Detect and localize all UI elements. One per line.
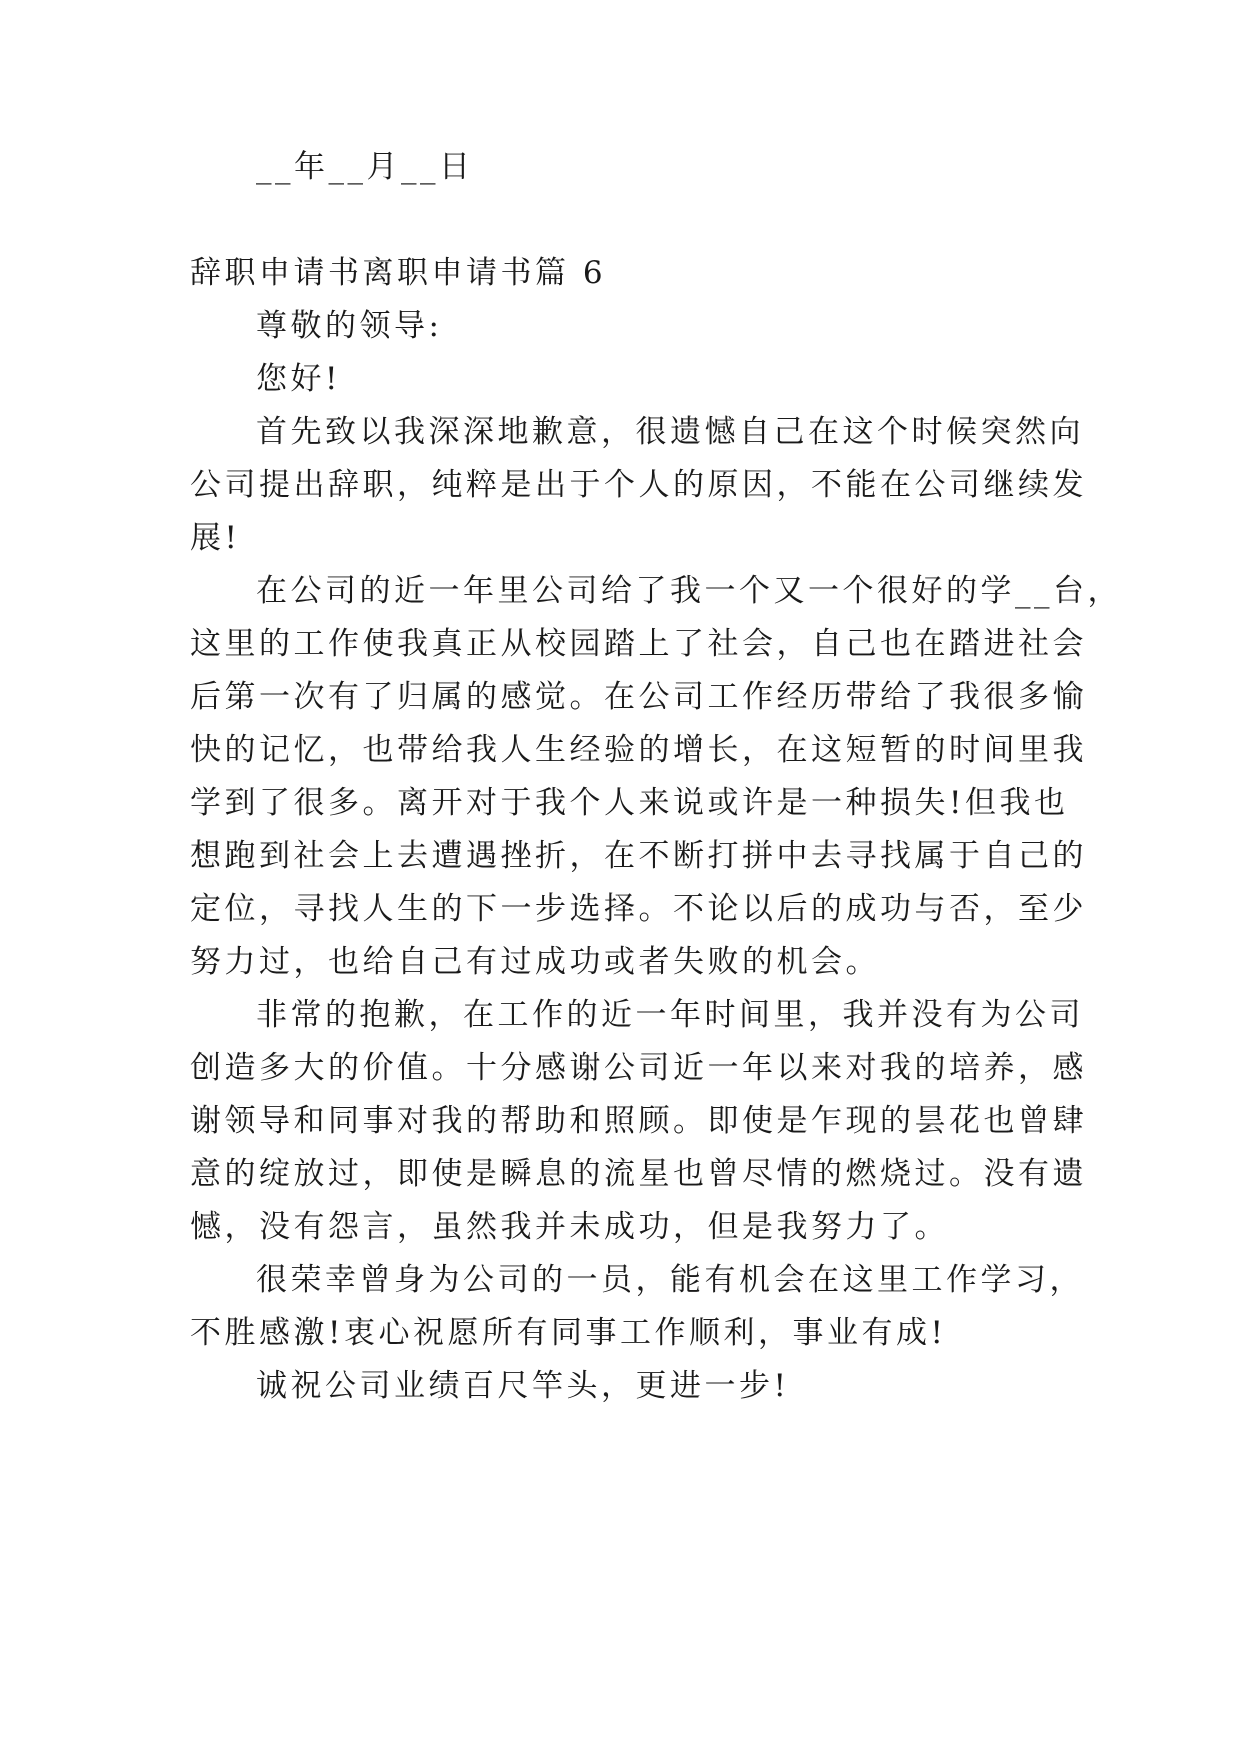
paragraph-line: 憾，没有怨言，虽然我并未成功，但是我努力了。 [190, 1209, 949, 1245]
paragraph-line: 在公司的近一年里公司给了我一个又一个很好的学__台， [256, 573, 1122, 609]
paragraph-line: 首先致以我深深地歉意，很遗憾自己在这个时候突然向 [256, 414, 1084, 450]
paragraph-line: 学到了很多。离开对于我个人来说或许是一种损失!但我也 [190, 785, 1069, 821]
greeting: 您好! [256, 361, 341, 397]
paragraph-line: 努力过，也给自己有过成功或者失败的机会。 [190, 944, 880, 980]
date-line: __年__月__日 [256, 149, 474, 185]
paragraph-line: 这里的工作使我真正从校园踏上了社会，自己也在踏进社会 [190, 626, 1087, 662]
paragraph-line: 创造多大的价值。十分感谢公司近一年以来对我的培养，感 [190, 1050, 1087, 1086]
section-heading: 辞职申请书离职申请书篇 6 [190, 255, 607, 291]
paragraph-line: 公司提出辞职，纯粹是出于个人的原因，不能在公司继续发 [190, 467, 1087, 503]
paragraph-line: 展! [190, 520, 241, 556]
paragraph-line: 后第一次有了归属的感觉。在公司工作经历带给了我很多愉 [190, 679, 1087, 715]
paragraph-line: 很荣幸曾身为公司的一员，能有机会在这里工作学习， [256, 1262, 1084, 1298]
paragraph-line: 谢领导和同事对我的帮助和照顾。即使是乍现的昙花也曾肆 [190, 1103, 1087, 1139]
paragraph-line: 定位，寻找人生的下一步选择。不论以后的成功与否，至少 [190, 891, 1087, 927]
paragraph-line: 想跑到社会上去遭遇挫折，在不断打拼中去寻找属于自己的 [190, 838, 1087, 874]
paragraph-line: 非常的抱歉，在工作的近一年时间里，我并没有为公司 [256, 997, 1084, 1033]
paragraph-line: 意的绽放过，即使是瞬息的流星也曾尽情的燃烧过。没有遗 [190, 1156, 1087, 1192]
paragraph-line: 诚祝公司业绩百尺竿头，更进一步! [256, 1368, 790, 1404]
salutation: 尊敬的领导: [256, 308, 443, 344]
paragraph-line: 快的记忆，也带给我人生经验的增长，在这短暂的时间里我 [190, 732, 1087, 768]
paragraph-line: 不胜感激!衷心祝愿所有同事工作顺利，事业有成! [190, 1315, 947, 1351]
